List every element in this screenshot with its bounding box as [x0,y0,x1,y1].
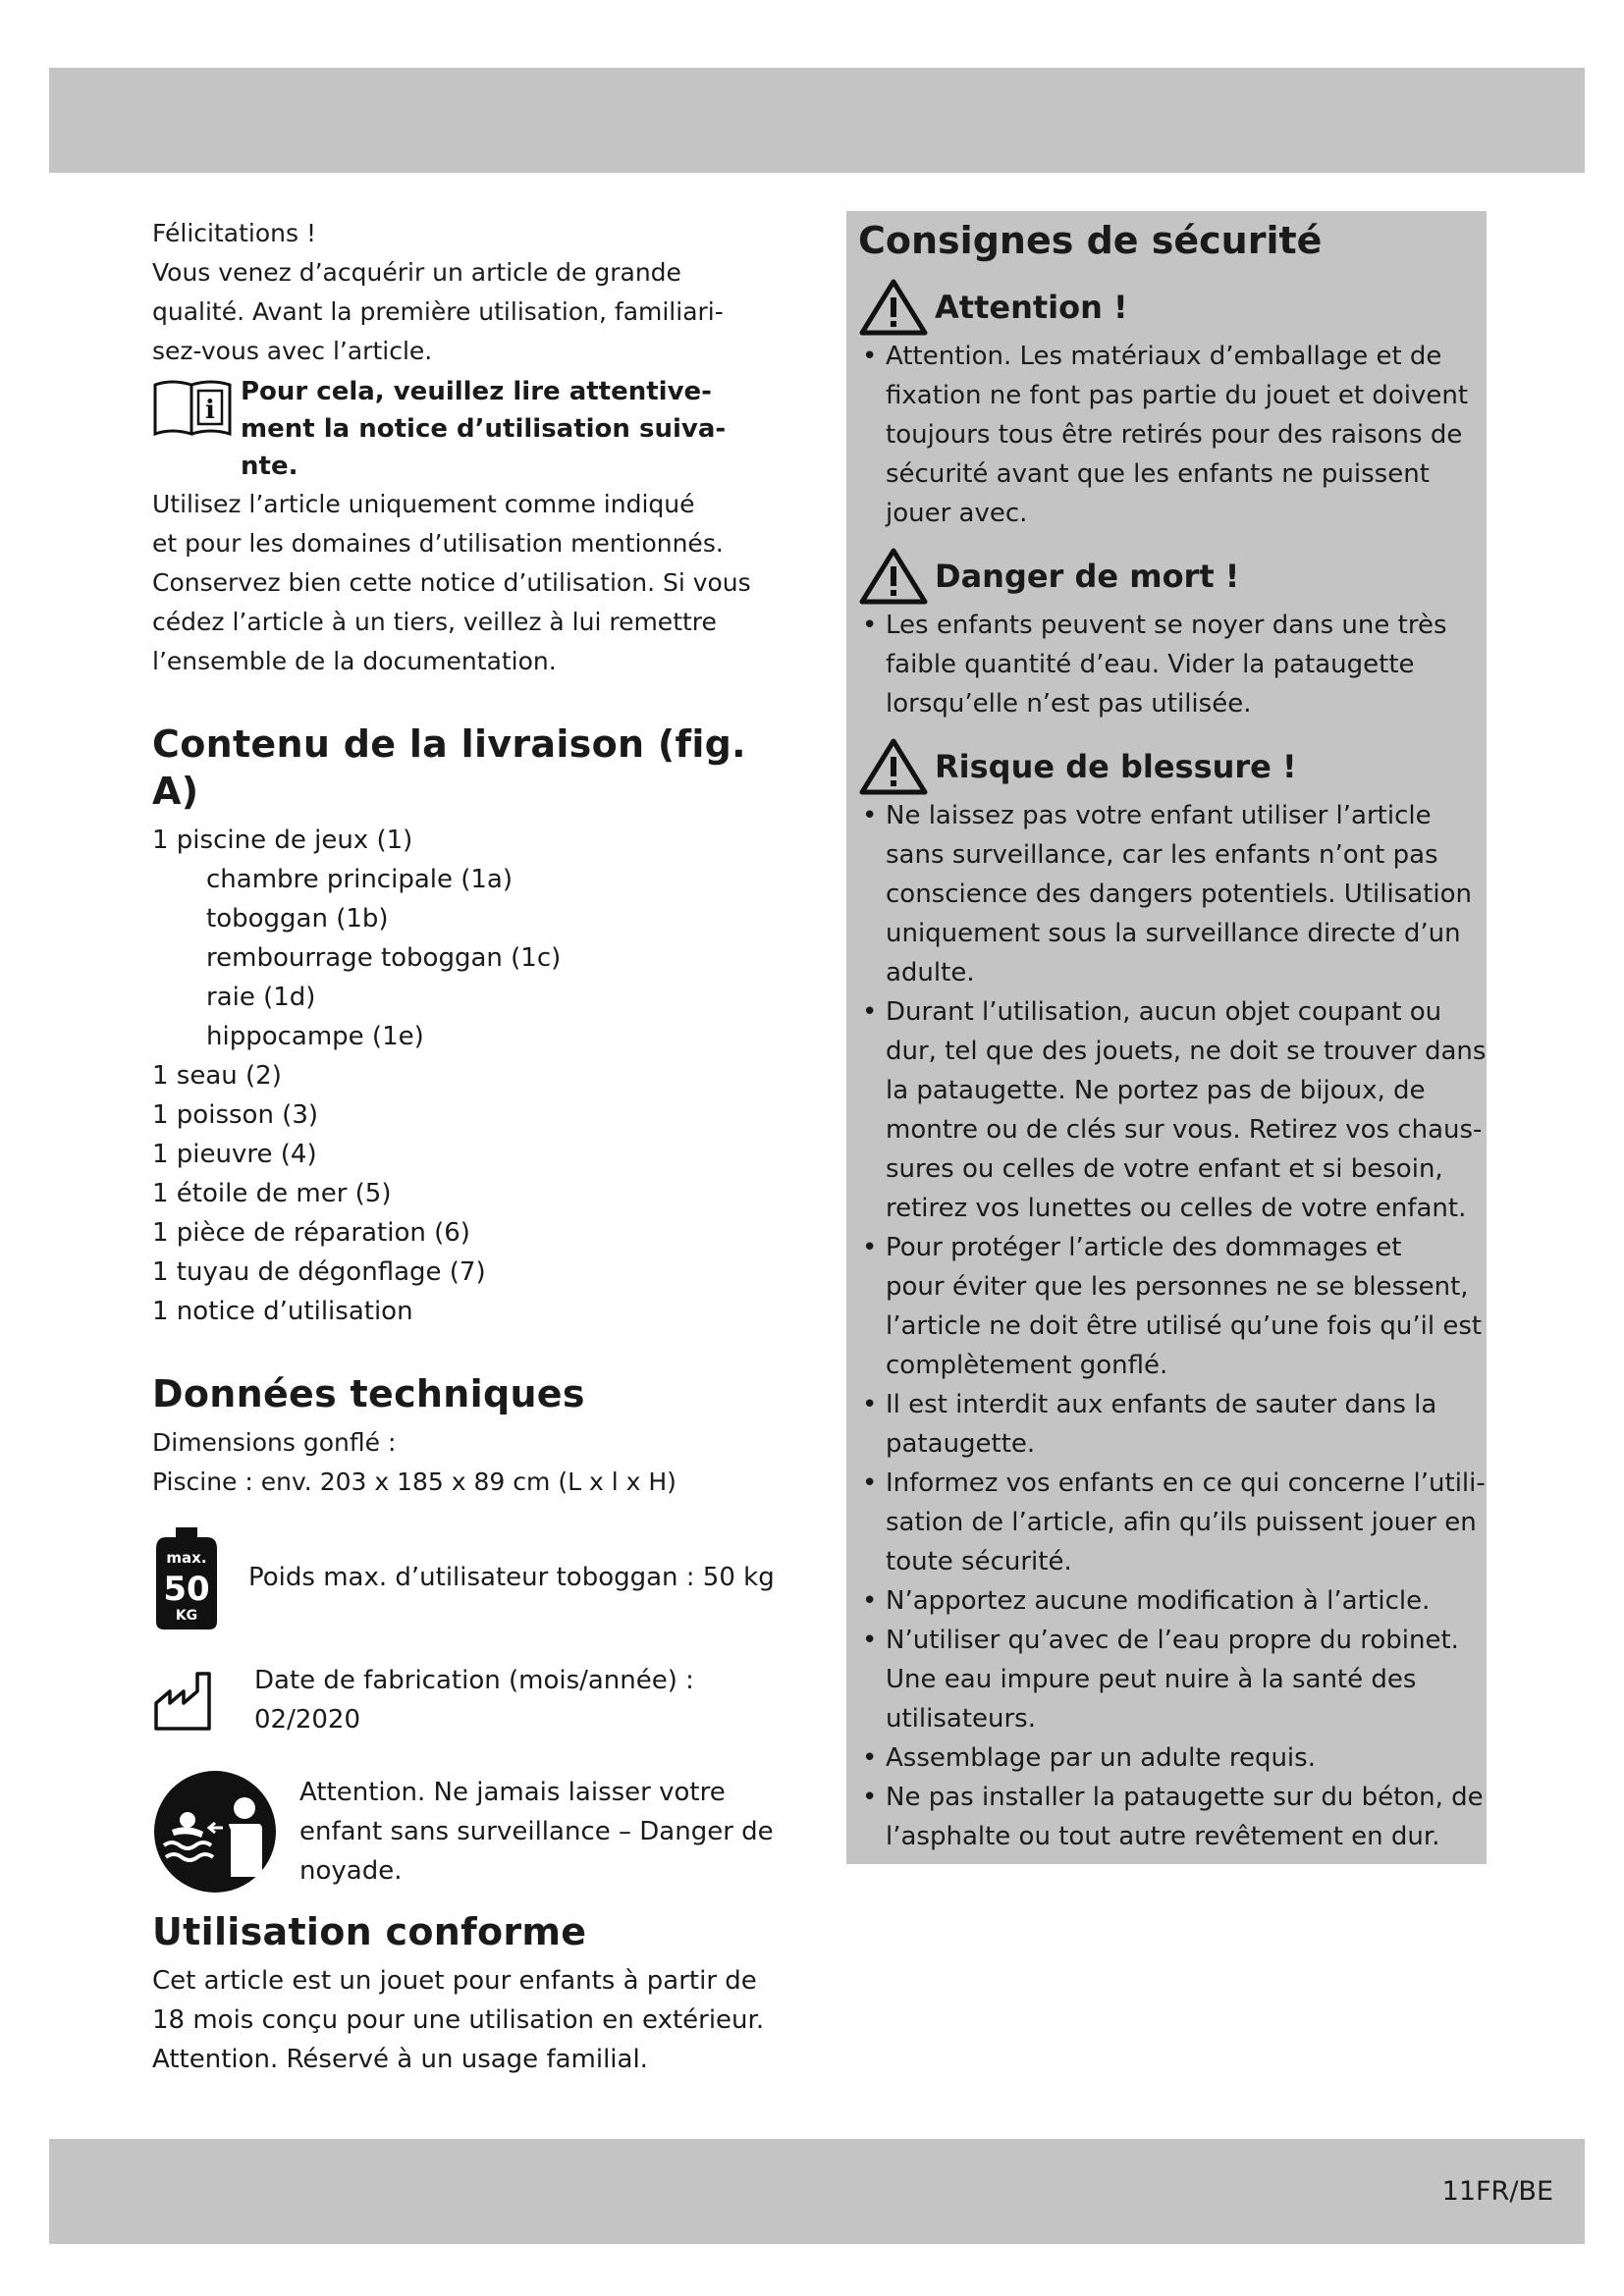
usage-line: l’ensemble de la documentation. [152,647,557,675]
list-item: 1 notice d’utilisation [152,1297,413,1326]
list-item [858,1228,1483,1385]
bullet-line: toujours tous être retirés pour des raisons de [886,420,1463,450]
bullet-line: • Informez vos enfants en ce qui concerne l’utili- [886,1468,1486,1498]
bullet-line: jouer avec. [886,499,1028,528]
bullet-line: • Ne laissez pas votre enfant utiliser l’article [886,801,1432,830]
list-item: chambre principale (1a) [206,865,514,894]
technical-heading: Données techniques [152,1372,585,1415]
bullet-line: la pataugette. Ne portez pas de bijoux, de [886,1076,1426,1105]
date-label: Date de fabrication (mois/année) : [254,1666,694,1695]
safety-panel [846,211,1487,1864]
attention-title: Attention ! [935,289,1128,326]
drowning-line: enfant sans surveillance – Danger de [299,1817,774,1846]
list-item: 1 étoile de mer (5) [152,1179,392,1208]
list-item [858,1464,1486,1581]
list-item [858,1738,1475,1778]
list-item: raie (1d) [206,983,316,1012]
danger-list [858,606,1475,723]
list-item: 1 pièce de réparation (6) [152,1218,470,1248]
dimensions-label: Dimensions gonflé : [152,1428,397,1457]
list-item: 1 poisson (3) [152,1100,319,1130]
usage-text [152,1961,781,2079]
bullet-line: l’article ne doit être utilisé qu’une fois qu’il est [886,1311,1483,1341]
bullet-line: sécurité avant que les enfants ne puissent [886,459,1430,489]
list-item: rembourrage toboggan (1c) [206,943,562,973]
bullet-line: adulte. [886,958,975,988]
dimensions-value: Piscine : env. 203 x 185 x 89 cm (L x l x H) [152,1468,677,1496]
date-value: 02/2020 [254,1705,361,1735]
bullet-line: l’asphalte ou tout autre revêtement en dur. [886,1822,1440,1851]
usage-line: 18 mois conçu pour une utilisation en extérieur. [152,2005,765,2035]
usage-line: cédez l’article à un tiers, veillez à lui remettre [152,608,717,636]
list-item: hippocampe (1e) [206,1022,424,1051]
injury-list [858,796,1487,1856]
usage-heading: Utilisation conforme [152,1910,587,1953]
manufacture-date [152,1661,781,1739]
bullet-line: pour éviter que les personnes ne se blessent, [886,1272,1469,1302]
usage-line: Attention. Réservé à un usage familial. [152,2045,648,2074]
bullet-line: • Ne pas installer la pataugette sur du béton, de [886,1783,1484,1812]
intro-line: qualité. Avant la première utilisation, familiari- [152,297,724,326]
note-text [241,373,726,485]
bullet-line: dur, tel que des jouets, ne doit se trouver dans [886,1037,1487,1066]
dimensions-text [152,1423,781,1502]
bullet-line: pataugette. [886,1429,1036,1459]
drowning-warning [152,1769,781,1895]
note-line: Pour cela, veuillez lire attentive- [241,377,712,406]
bullet-line: • Pour protéger l’article des dommages et [886,1233,1402,1262]
danger-title: Danger de mort ! [935,558,1240,595]
list-item [858,337,1475,533]
weight-spec [152,1523,781,1631]
injury-title: Risque de blessure ! [935,748,1297,785]
svg-text:i: i [205,396,215,425]
bullet-line: • N’apportez aucune modification à l’article. [886,1586,1431,1616]
contents-heading: Contenu de la livraison (fig. A) [152,722,746,813]
list-item: 1 piscine de jeux (1) [152,826,413,855]
list-item: 1 seau (2) [152,1061,282,1091]
bullet-line: lorsqu’elle n’est pas utilisée. [886,689,1252,719]
weight-text: Poids max. d’utilisateur toboggan : 50 kg [248,1563,775,1592]
read-manual-note [152,373,781,485]
usage-line: et pour les domaines d’utilisation mentionnés. [152,529,724,558]
injury-heading [858,737,1475,796]
note-line: nte. [241,452,298,481]
list-item: 1 pieuvre (4) [152,1140,317,1169]
bullet-line: conscience des dangers potentiels. Utilisation [886,880,1472,909]
usage-instructions [152,485,781,681]
bullet-line: complètement gonflé. [886,1351,1168,1380]
bullet-line: • Il est interdit aux enfants de sauter dans la [886,1390,1437,1419]
list-item [858,992,1487,1228]
page-number: 11FR/BE [1441,2176,1553,2207]
note-line: ment la notice d’utilisation suiva- [241,414,727,444]
list-item: toboggan (1b) [206,904,389,934]
attention-heading [858,278,1475,337]
intro-line: Vous venez d’acquérir un article de grande [152,258,681,287]
list-item [858,1621,1475,1738]
warning-triangle-icon [858,547,929,606]
warning-triangle-icon [858,737,929,796]
safety-heading: Consignes de sécurité [858,219,1323,262]
list-item [858,606,1475,723]
bullet-line: • Les enfants peuvent se noyer dans une très [886,611,1447,640]
weight-icon-number: 50 [163,1570,210,1609]
bullet-line: toute sécurité. [886,1547,1072,1576]
bullet-line: uniquement sous la surveillance directe d’un [886,919,1461,948]
usage-line: Conservez bien cette notice d’utilisation. Si vous [152,568,751,597]
intro-line: Félicitations ! [152,219,316,247]
bullet-line: • Attention. Les matériaux d’emballage et de [886,342,1442,371]
intro-text [152,214,781,371]
bullet-line: Une eau impure peut nuire à la santé des [886,1665,1417,1694]
list-item: 1 tuyau de dégonflage (7) [152,1257,486,1287]
list-item [858,1385,1475,1464]
list-item [858,1778,1484,1856]
warning-triangle-icon [858,278,929,337]
list-item [858,796,1475,992]
factory-date-icon [152,1666,221,1735]
left-column [152,214,781,2079]
danger-heading [858,547,1475,606]
contents-list [152,821,781,1331]
intro-line: sez-vous avec l’article. [152,337,433,365]
weight-icon-max: max. [166,1549,207,1567]
header-band [49,68,1585,173]
drowning-supervision-icon [152,1769,278,1895]
list-item [858,1581,1475,1621]
bullet-line: fixation ne font pas partie du jouet et doivent [886,381,1469,410]
attention-list [858,337,1475,533]
bullet-line: faible quantité d’eau. Vider la pataugette [886,650,1415,679]
bullet-line: sans surveillance, car les enfants n’ont pas [886,840,1438,870]
date-text [254,1661,694,1739]
bullet-line: • Durant l’utilisation, aucun objet coupant ou [886,997,1442,1027]
drowning-text [299,1773,774,1891]
bullet-line: • Assemblage par un adulte requis. [886,1743,1316,1773]
weight-icon-unit: KG [175,1608,198,1624]
drowning-line: noyade. [299,1856,403,1886]
bullet-line: • N’utiliser qu’avec de l’eau propre du robinet. [886,1626,1459,1655]
usage-line: Cet article est un jouet pour enfants à partir de [152,1966,757,1996]
bullet-line: retirez vos lunettes ou celles de votre enfant. [886,1194,1467,1223]
bullet-line: utilisateurs. [886,1704,1036,1734]
usage-line: Utilisez l’article uniquement comme indiqué [152,490,695,518]
bullet-line: sation de l’article, afin qu’ils puissent jouer en [886,1508,1477,1537]
drowning-line: Attention. Ne jamais laisser votre [299,1778,726,1807]
bullet-line: montre ou de clés sur vous. Retirez vos chaus- [886,1115,1483,1145]
max-weight-icon [152,1523,221,1631]
footer-band [49,2139,1585,2244]
open-book-info-icon [152,377,233,438]
bullet-line: sures ou celles de votre enfant et si besoin, [886,1154,1443,1184]
